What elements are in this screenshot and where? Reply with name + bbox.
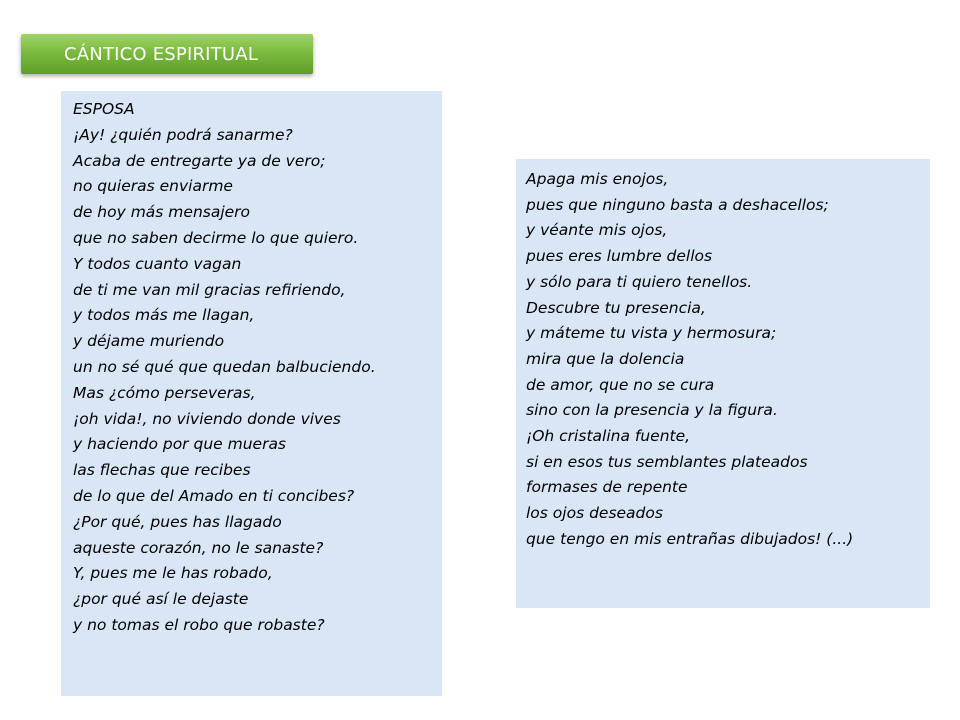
verse-line: Descubre tu presencia, [526, 298, 706, 317]
verse-line: sino con la presencia y la figura. [526, 401, 778, 420]
verse-line: ¡oh vida!, no viviendo donde vives [73, 409, 341, 428]
verse-line: ¡Oh cristalina fuente, [526, 427, 691, 446]
verse-line: las flechas que recibes [73, 461, 251, 480]
verse-line: y haciendo por que mueras [73, 435, 287, 454]
verse-line: ¿Por qué, pues has llagado [73, 512, 282, 531]
verse-line: formases de repente [526, 478, 688, 497]
poem-text-box-right [516, 159, 930, 608]
verse-line: y sólo para ti quiero tenellos. [526, 272, 753, 291]
verse-line: los ojos deseados [526, 504, 663, 523]
verse-line: Y todos cuanto vagan [73, 254, 242, 273]
verse-line: que no saben decirme lo que quiero. [73, 228, 359, 247]
verse-line: y véante mis ojos, [526, 221, 668, 240]
page-title: CÁNTICO ESPIRITUAL [64, 43, 258, 65]
verse-line: y no tomas el robo que robaste? [73, 615, 325, 634]
verse-line: aqueste corazón, no le sanaste? [73, 538, 324, 557]
verse-line: un no sé qué que quedan balbuciendo. [73, 357, 376, 376]
verse-line: de amor, que no se cura [526, 375, 715, 394]
verse-line: que tengo en mis entrañas dibujados! (...) [526, 529, 854, 548]
verse-line: y déjame muriendo [73, 332, 225, 351]
verse-line: Acaba de entregarte ya de vero; [73, 151, 326, 170]
verse-line: mira que la dolencia [526, 349, 685, 368]
verse-line: pues eres lumbre dellos [526, 247, 713, 266]
verse-line: Mas ¿cómo perseveras, [73, 383, 256, 402]
verse-line: no quieras enviarme [73, 177, 233, 196]
verse-line: ¡Ay! ¿quién podrá sanarme? [73, 125, 293, 144]
verse-line: de hoy más mensajero [73, 203, 251, 222]
verse-line: de ti me van mil gracias refiriendo, [73, 280, 346, 299]
verse-line: pues que ninguno basta a deshacellos; [526, 195, 829, 214]
verse-line: ESPOSA [73, 100, 135, 118]
verse-line: de lo que del Amado en ti concibes? [73, 486, 355, 505]
verse-line: ¿por qué así le dejaste [73, 590, 249, 609]
verse-line: y máteme tu vista y hermosura; [526, 324, 777, 343]
poem-text-box-left [61, 91, 442, 696]
verse-line: si en esos tus semblantes plateados [526, 452, 808, 471]
verse-line: y todos más me llagan, [73, 306, 255, 325]
title-badge [21, 34, 313, 74]
verse-line: Apaga mis enojos, [526, 170, 669, 188]
verse-line: Y, pues me le has robado, [73, 564, 273, 583]
